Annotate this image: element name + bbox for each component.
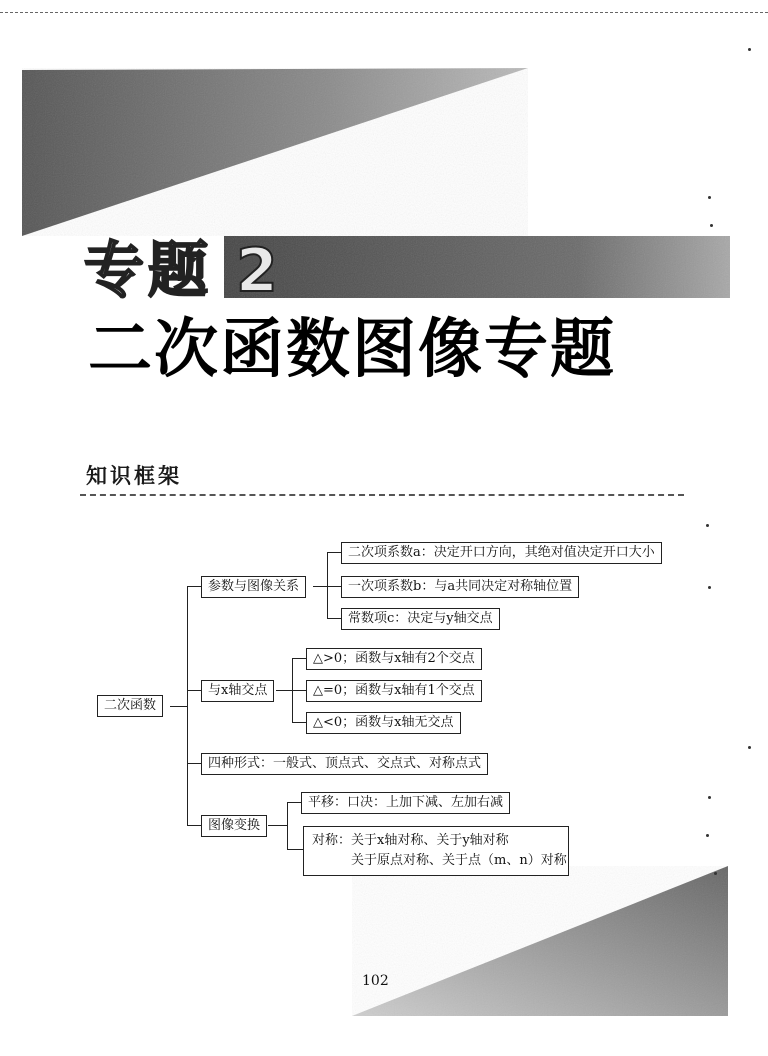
connector xyxy=(292,690,306,691)
leaf-translation: 平移：口决：上加下减、左加右减 xyxy=(301,792,510,814)
connector xyxy=(327,586,341,587)
symmetry-line-1: 对称：关于x轴对称、关于y轴对称 xyxy=(312,833,509,848)
connector xyxy=(287,802,288,850)
leaf-symmetry xyxy=(303,826,569,876)
branch-transformations: 图像变换 xyxy=(201,815,267,837)
scan-speck xyxy=(708,586,711,589)
leaf-constant-c: 常数项c：决定与y轴交点 xyxy=(341,608,500,630)
branch-parameters: 参数与图像关系 xyxy=(201,576,306,598)
scan-speck xyxy=(706,834,709,837)
leaf-coefficient-b: 一次项系数b：与a共同决定对称轴位置 xyxy=(341,576,579,598)
scan-speck xyxy=(748,746,751,749)
connector xyxy=(276,690,292,691)
connector xyxy=(187,825,201,826)
connector xyxy=(287,802,301,803)
leaf-discriminant-negative: △<0；函数与x轴无交点 xyxy=(306,712,461,734)
scan-speck xyxy=(710,224,713,227)
connector xyxy=(187,763,201,764)
connector xyxy=(187,586,201,587)
scan-speck xyxy=(708,196,711,199)
topic-number: 2 xyxy=(236,236,278,306)
section-divider xyxy=(80,494,684,496)
leaf-discriminant-positive: △>0；函数与x轴有2个交点 xyxy=(306,648,482,670)
scan-speck xyxy=(706,524,709,527)
connector xyxy=(313,586,327,587)
branch-x-intercepts: 与x轴交点 xyxy=(201,680,274,702)
connector xyxy=(268,825,287,826)
symmetry-line-2: 关于原点对称、关于点（m、n）对称 xyxy=(351,853,567,868)
connector xyxy=(327,552,341,553)
leaf-coefficient-a: 二次项系数a：决定开口方向，其绝对值决定开口大小 xyxy=(341,542,662,564)
scan-speck xyxy=(708,796,711,799)
page-title: 二次函数图像专题 xyxy=(88,313,616,387)
scan-speck xyxy=(714,872,717,875)
connector xyxy=(287,849,303,850)
connector xyxy=(292,658,306,659)
topic-label: 专题 xyxy=(84,236,212,306)
leaf-discriminant-zero: △=0；函数与x轴有1个交点 xyxy=(306,680,482,702)
branch-four-forms: 四种形式：一般式、顶点式、交点式、对称点式 xyxy=(201,753,488,775)
scan-speck xyxy=(748,48,751,51)
connector xyxy=(187,690,201,691)
connector xyxy=(292,722,306,723)
connector xyxy=(327,618,341,619)
connector xyxy=(187,586,188,825)
connector xyxy=(170,706,187,707)
section-title: 知识框架 xyxy=(86,464,182,488)
root-node: 二次函数 xyxy=(97,695,163,717)
page-number: 102 xyxy=(362,973,389,989)
